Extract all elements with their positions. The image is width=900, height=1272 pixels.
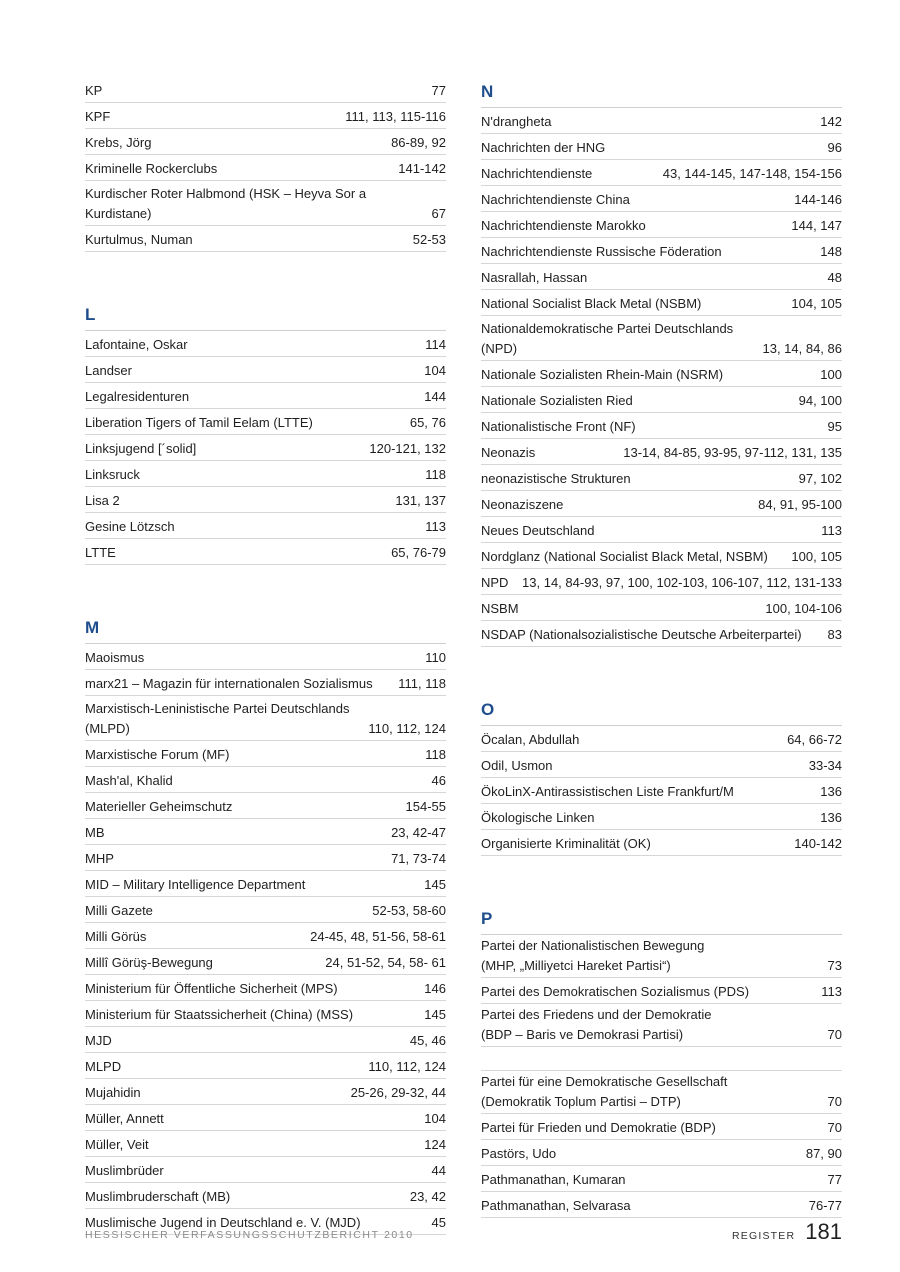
entry-pages: 144, 147 — [791, 217, 842, 233]
page-number: 181 — [805, 1219, 842, 1244]
entry-term: Mash'al, Khalid — [85, 772, 173, 788]
entry-term: neonazistische Strukturen — [481, 470, 631, 486]
entry-term: Nachrichtendienste Russische Föderation — [481, 243, 722, 259]
entry-pages: 23, 42-47 — [391, 824, 446, 840]
index-entry — [481, 1004, 842, 1047]
index-entry — [481, 621, 842, 647]
entry-pages: 136 — [820, 809, 842, 825]
entry-term-line: Partei der Nationalistischen Bewegung — [481, 938, 705, 953]
entry-pages: 124 — [424, 1136, 446, 1152]
index-entry — [481, 778, 842, 804]
index-entry — [85, 129, 446, 155]
section-n — [481, 77, 842, 647]
entry-pages: 46 — [431, 772, 446, 788]
index-entry — [85, 331, 446, 357]
entry-term: Linksruck — [85, 466, 140, 482]
entry-term: Milli Görüs — [85, 928, 147, 944]
entry-pages: 131, 137 — [395, 492, 446, 508]
index-entry — [85, 155, 446, 181]
entry-term: Marxistische Forum (MF) — [85, 746, 230, 762]
index-entry — [85, 1183, 446, 1209]
entry-term: Müller, Veit — [85, 1136, 149, 1152]
entry-term: Nachrichtendienste Marokko — [481, 217, 646, 233]
index-entry — [481, 160, 842, 186]
section-letter: M — [85, 613, 446, 644]
entry-term: Lisa 2 — [85, 492, 120, 508]
entry-term-line: (Demokratik Toplum Partisi – DTP) — [481, 1093, 681, 1109]
index-entry — [85, 513, 446, 539]
footer-section-label: REGISTER — [732, 1230, 796, 1242]
entry-pages: 100, 104-106 — [765, 600, 842, 616]
index-entry — [85, 539, 446, 565]
entry-pages: 77 — [431, 82, 446, 98]
index-entry — [85, 819, 446, 845]
index-entry — [481, 491, 842, 517]
index-entry — [85, 741, 446, 767]
entry-term: Muslimbrüder — [85, 1162, 164, 1178]
entry-pages: 110, 112, 124 — [368, 720, 446, 736]
entry-term-line: (MHP, „Milliyetci Hareket Partisi“) — [481, 957, 671, 973]
entry-term: LTTE — [85, 544, 116, 560]
entry-pages: 140-142 — [794, 835, 842, 851]
section-k — [85, 77, 446, 252]
entry-pages: 65, 76-79 — [391, 544, 446, 560]
entry-term: Partei des Demokratischen Sozialismus (PDS) — [481, 983, 750, 999]
entry-pages: 71, 73-74 — [391, 850, 446, 866]
index-entry — [85, 1131, 446, 1157]
entry-term: Organisierte Kriminalität (OK) — [481, 835, 651, 851]
entry-term: Nachrichtendienste China — [481, 191, 630, 207]
entry-term: Kurtulmus, Numan — [85, 231, 193, 247]
entry-term: Müller, Annett — [85, 1110, 164, 1126]
index-entry — [481, 108, 842, 134]
index-entry — [481, 543, 842, 569]
footer-publication-title: HESSISCHER VERFASSUNGSSCHUTZBERICHT 2010 — [85, 1229, 414, 1241]
entry-pages: 70 — [827, 1026, 842, 1042]
entry-pages: 70 — [827, 1093, 842, 1109]
entry-pages: 25-26, 29-32, 44 — [350, 1084, 446, 1100]
entry-pages: 73 — [827, 957, 842, 973]
entry-term: Nationale Sozialisten Ried — [481, 392, 633, 408]
entry-pages: 44 — [431, 1162, 446, 1178]
entry-pages: 94, 100 — [798, 392, 842, 408]
index-entry — [481, 290, 842, 316]
index-entry — [481, 134, 842, 160]
index-entry — [481, 361, 842, 387]
entry-term: Ministerium für Öffentliche Sicherheit (MPS) — [85, 980, 338, 996]
index-entry — [481, 752, 842, 778]
entry-term: Nachrichtendienste — [481, 165, 593, 181]
entry-pages: 23, 42 — [409, 1188, 446, 1204]
section-spacer — [85, 565, 446, 613]
entry-term: Liberation Tigers of Tamil Eelam (LTTE) — [85, 414, 313, 430]
entry-pages: 142 — [820, 113, 842, 129]
index-entry — [85, 1053, 446, 1079]
index-entry — [85, 793, 446, 819]
entry-term: Ökologische Linken — [481, 809, 595, 825]
entry-term: Nationalistische Front (NF) — [481, 418, 636, 434]
entry-term: Nachrichten der HNG — [481, 139, 606, 155]
section-letter: L — [85, 300, 446, 331]
index-entry — [85, 644, 446, 670]
section-spacer — [481, 647, 842, 695]
index-entry — [85, 670, 446, 696]
entry-pages: 24-45, 48, 51-56, 58-61 — [310, 928, 446, 944]
index-entry — [481, 935, 842, 978]
index-entry — [85, 949, 446, 975]
section-o — [481, 695, 842, 856]
entry-pages: 148 — [820, 243, 842, 259]
index-entry — [481, 595, 842, 621]
section-spacer — [85, 252, 446, 300]
entry-pages: 104 — [424, 362, 446, 378]
entry-pages: 111, 113, 115-116 — [345, 108, 446, 124]
entry-term: marx21 – Magazin für internationalen Sozialismus — [85, 675, 373, 691]
entry-pages: 113 — [821, 522, 842, 538]
entry-pages: 136 — [820, 783, 842, 799]
entry-term: Odil, Usmon — [481, 757, 553, 773]
index-entry — [481, 413, 842, 439]
entry-term: Pathmanathan, Kumaran — [481, 1171, 626, 1187]
index-entry — [85, 1157, 446, 1183]
entry-pages: 96 — [827, 139, 842, 155]
index-entry — [481, 1114, 842, 1140]
entry-term: Neonazis — [481, 444, 536, 460]
entry-term: Neues Deutschland — [481, 522, 595, 538]
index-entry — [481, 517, 842, 543]
entry-term: Muslimbruderschaft (MB) — [85, 1188, 231, 1204]
index-entry — [85, 871, 446, 897]
entry-pages: 110 — [425, 649, 446, 665]
index-entry — [481, 1192, 842, 1218]
index-entry — [85, 181, 446, 226]
entry-pages: 33-34 — [808, 757, 842, 773]
entry-pages: 154-55 — [405, 798, 446, 814]
index-entry — [481, 316, 842, 361]
entry-pages: 70 — [827, 1119, 842, 1135]
entry-pages: 64, 66-72 — [787, 731, 842, 747]
entry-term: Milli Gazete — [85, 902, 153, 918]
entry-pages: 104 — [424, 1110, 446, 1126]
entry-pages: 110, 112, 124 — [368, 1058, 446, 1074]
index-entry — [85, 1079, 446, 1105]
entry-term: Neonaziszene — [481, 496, 564, 512]
entry-pages: 145 — [424, 1006, 446, 1022]
entry-pages: 95 — [827, 418, 842, 434]
entry-term: Marxistisch-Leninistische Partei Deutschlands (MLPD) — [85, 701, 350, 736]
entry-term: Öcalan, Abdullah — [481, 731, 580, 747]
entry-term: Maoismus — [85, 649, 145, 665]
entry-term — [481, 1005, 828, 1044]
entry-pages: 113 — [425, 518, 446, 534]
entry-pages: 145 — [424, 876, 446, 892]
entry-pages: 65, 76 — [409, 414, 446, 430]
entry-pages: 24, 51-52, 54, 58- 61 — [325, 954, 446, 970]
entry-pages: 141-142 — [398, 160, 446, 176]
index-entry — [85, 461, 446, 487]
entry-term: Muslimische Jugend in Deutschland e. V. (MJD) — [85, 1214, 361, 1230]
entry-pages: 13, 14, 84-93, 97, 100, 102-103, 106-107, 112, 131-133 — [522, 574, 842, 590]
index-entry — [481, 186, 842, 212]
section-spacer — [481, 856, 842, 904]
index-entry — [481, 830, 842, 856]
index-entry — [481, 726, 842, 752]
index-entry — [85, 1105, 446, 1131]
entry-term-line: (BDP – Baris ve Demokrasi Partisi) — [481, 1026, 684, 1042]
index-column-left — [85, 77, 446, 1235]
entry-pages: 111, 118 — [398, 675, 446, 691]
section-p — [481, 904, 842, 1218]
entry-term: Pathmanathan, Selvarasa — [481, 1197, 631, 1213]
entry-pages: 146 — [424, 980, 446, 996]
entry-term: NSBM — [481, 600, 519, 616]
index-entry — [85, 435, 446, 461]
entry-pages: 104, 105 — [791, 295, 842, 311]
entry-term: Nordglanz (National Socialist Black Metal, NSBM) — [481, 548, 768, 564]
entry-pages: 77 — [827, 1171, 842, 1187]
entry-pages: 144-146 — [794, 191, 842, 207]
entry-pages: 100, 105 — [791, 548, 842, 564]
entry-pages: 67 — [431, 205, 446, 221]
entry-pages: 86-89, 92 — [391, 134, 446, 150]
index-entry — [85, 1027, 446, 1053]
entry-term: MHP — [85, 850, 114, 866]
index-entry — [85, 487, 446, 513]
entry-term: MID – Military Intelligence Department — [85, 876, 306, 892]
entry-pages: 87, 90 — [805, 1145, 842, 1161]
index-entry — [481, 238, 842, 264]
entry-pages: 100 — [820, 366, 842, 382]
index-entry — [85, 409, 446, 435]
entry-term: Pastörs, Udo — [481, 1145, 557, 1161]
index-entry — [85, 383, 446, 409]
index-entry — [85, 226, 446, 252]
index-entry — [85, 1001, 446, 1027]
entry-pages: 97, 102 — [798, 470, 842, 486]
entry-pages: 13-14, 84-85, 93-95, 97-112, 131, 135 — [623, 444, 842, 460]
index-entry — [85, 923, 446, 949]
entry-term: ÖkoLinX-Antirassistischen Liste Frankfurt/M — [481, 783, 734, 799]
index-entry — [85, 975, 446, 1001]
section-l — [85, 300, 446, 565]
entry-term — [481, 936, 828, 975]
index-entry — [481, 804, 842, 830]
entry-term: Krebs, Jörg — [85, 134, 152, 150]
index-entry — [85, 696, 446, 741]
entry-term: KPF — [85, 108, 111, 124]
index-entry — [481, 1140, 842, 1166]
index-entry — [481, 387, 842, 413]
entry-term: Gesine Lötzsch — [85, 518, 175, 534]
index-entry — [85, 357, 446, 383]
index-entry — [481, 978, 842, 1004]
index-entry — [85, 77, 446, 103]
section-spacer — [481, 1047, 842, 1071]
index-entry — [481, 569, 842, 595]
section-m — [85, 613, 446, 1235]
entry-term: Millî Görüş-Bewegung — [85, 954, 213, 970]
entry-term: KP — [85, 82, 103, 98]
section-letter: P — [481, 904, 842, 935]
entry-term: Mujahidin — [85, 1084, 141, 1100]
entry-term: MB — [85, 824, 105, 840]
entry-term: N'drangheta — [481, 113, 552, 129]
entry-term: Lafontaine, Oskar — [85, 336, 188, 352]
entry-pages: 144 — [424, 388, 446, 404]
entry-pages: 45 — [431, 1214, 446, 1230]
entry-term: Materieller Geheimschutz — [85, 798, 233, 814]
entry-pages: 83 — [827, 626, 842, 642]
entry-term: MJD — [85, 1032, 112, 1048]
index-entry — [481, 264, 842, 290]
entry-term: Linksjugend [´solid] — [85, 440, 197, 456]
entry-pages: 52-53, 58-60 — [372, 902, 446, 918]
entry-term: Legalresidenturen — [85, 388, 190, 404]
entry-term-line: Partei für eine Demokratische Gesellschaft — [481, 1074, 728, 1089]
entry-term: Nationale Sozialisten Rhein-Main (NSRM) — [481, 366, 724, 382]
entry-pages: 13, 14, 84, 86 — [762, 340, 842, 356]
entry-pages: 43, 144-145, 147-148, 154-156 — [662, 165, 842, 181]
section-letter: O — [481, 695, 842, 726]
entry-pages: 84, 91, 95-100 — [758, 496, 842, 512]
index-entry — [85, 897, 446, 923]
index-entry — [85, 103, 446, 129]
entry-term: Nationaldemokratische Partei Deutschlands (NPD) — [481, 321, 734, 356]
index-entry — [481, 1071, 842, 1114]
entry-pages: 120-121, 132 — [369, 440, 446, 456]
index-entry — [481, 212, 842, 238]
footer-page-info — [732, 1219, 842, 1245]
entry-term: National Socialist Black Metal (NSBM) — [481, 295, 702, 311]
entry-term: NSDAP (Nationalsozialistische Deutsche Arbeiterpartei) — [481, 626, 802, 642]
entry-pages: 52-53 — [412, 231, 446, 247]
entry-term: Nasrallah, Hassan — [481, 269, 588, 285]
entry-pages: 114 — [425, 336, 446, 352]
entry-term: Landser — [85, 362, 132, 378]
index-entry — [481, 1166, 842, 1192]
index-entry — [481, 465, 842, 491]
entry-pages: 45, 46 — [409, 1032, 446, 1048]
section-letter: N — [481, 77, 842, 108]
entry-pages: 76-77 — [808, 1197, 842, 1213]
index-column-right — [481, 77, 842, 1218]
entry-pages: 48 — [827, 269, 842, 285]
entry-term — [481, 1072, 828, 1111]
entry-term: Kriminelle Rockerclubs — [85, 160, 218, 176]
entry-term: NPD — [481, 574, 509, 590]
entry-pages: 118 — [425, 466, 446, 482]
entry-term: Kurdischer Roter Halbmond (HSK – Heyva Sor a Kurdistane) — [85, 186, 367, 221]
index-entry — [85, 845, 446, 871]
entry-term: Partei für Frieden und Demokratie (BDP) — [481, 1119, 716, 1135]
entry-term-line: Partei des Friedens und der Demokratie — [481, 1007, 712, 1022]
entry-pages: 113 — [821, 983, 842, 999]
entry-term: Ministerium für Staatssicherheit (China) (MSS) — [85, 1006, 354, 1022]
index-entry — [481, 439, 842, 465]
entry-term: MLPD — [85, 1058, 122, 1074]
index-entry — [85, 767, 446, 793]
entry-pages: 118 — [425, 746, 446, 762]
